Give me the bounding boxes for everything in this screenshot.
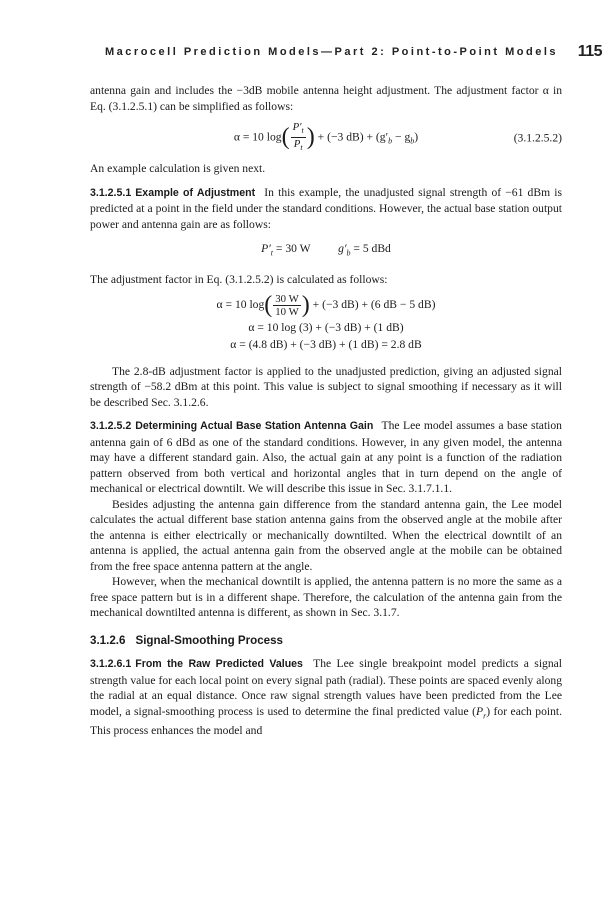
section-title: From the Raw Predicted Values <box>135 658 303 671</box>
page-body <box>90 83 562 739</box>
eq3-rhs: + (−3 dB) + (6 dB − 5 dB) <box>312 297 436 311</box>
eq1-close-paren: ) <box>306 123 315 150</box>
equation-adjustment-calc <box>90 293 562 318</box>
equation-number: (3.1.2.5.2) <box>513 130 562 144</box>
section-3-1-2-5-1 <box>90 185 562 233</box>
adjustment-text: The adjustment factor in Eq. (3.1.2.5.2) is calculated as follows: <box>90 273 388 287</box>
section-number: 3.1.2.5.1 <box>90 186 132 199</box>
section-3-1-2-6-heading <box>90 633 562 649</box>
eq2-power-sub: t <box>270 248 273 258</box>
eq1-open-paren: ( <box>281 123 290 150</box>
pr-symbol-sub: r <box>483 710 487 720</box>
section-3-1-2-6-1 <box>90 656 562 739</box>
section-title: Determining Actual Base Station Antenna Gain <box>135 420 374 433</box>
eq3-lhs: α = 10 log <box>216 297 265 311</box>
section-text: The Lee model assumes a base station antenna gain of 6 dBd as one of the standard conditions. However, in any given model, the antenna may have a different standard gain. Also, the actual gain at any point is a function of the radiation pattern observed from both vertical and horizontal angles that in turn depend on the angle of mechanical or electrical downtilt. We will describe this issue in Sec. 3.1.7.1.1. <box>90 419 562 496</box>
eq1-frac-den: P <box>293 138 301 151</box>
eq1-frac-num-sub: t <box>301 126 304 136</box>
eq2-power-value: = 30 W <box>272 242 311 256</box>
eq1-rhs: + (−3 dB) + (g′ <box>317 130 389 144</box>
page-number: 115 <box>577 43 602 60</box>
eq1-rhs-end: ) <box>414 130 419 144</box>
eq3-open-paren: ( <box>264 291 273 318</box>
eq1-lhs: α = 10 log <box>233 130 282 144</box>
eq3-close-paren: ) <box>301 291 310 318</box>
section-number: 3.1.2.5.2 <box>90 420 132 433</box>
equation-3-1-2-5-2 <box>90 121 562 154</box>
section-number: 3.1.2.6 <box>90 633 126 647</box>
eq3-fraction <box>273 293 301 318</box>
gain-difference-paragraph: Besides adjusting the antenna gain difference from the standard antenna gain, the Lee model calculates the actual different base station antenna gains from the observed angle at the mobile after the antenna is either electrically or mechanically downtilted. When the electrical downtilt of an antenna is applied, the actual antenna gain from the observed angle at the mobile can be obtained from the free space antenna pattern at the angle. <box>90 497 562 573</box>
section-number: 3.1.2.6.1 <box>90 658 132 671</box>
eq2-gain-value: = 5 dBd <box>350 242 391 256</box>
intro-paragraph: antenna gain and includes the −3dB mobile antenna height adjustment. The adjustment factor α in Eq. (3.1.2.5.1) can be simplified as follows: <box>90 84 562 113</box>
equation-step-2: α = 10 log (3) + (−3 dB) + (1 dB) <box>248 320 404 334</box>
eq1-rhs-sub2: b <box>410 136 415 146</box>
adjustment-result-paragraph: The 2.8-dB adjustment factor is applied to the unadjusted prediction, giving an adjusted signal strength of −58.2 dBm at this point. This value is subject to signal smoothing if necessary as it will be described Sec. 3.1.2.6. <box>90 364 562 409</box>
eq1-frac-den-sub: t <box>300 143 303 153</box>
section-text-after: ) for each point. This process enhances the model and <box>90 704 562 738</box>
eq2-power-symbol: P′ <box>261 242 271 256</box>
eq3-frac-den: 10 W <box>275 305 299 318</box>
section-title: Example of Adjustment <box>135 186 256 199</box>
eq2-gain-symbol: g′ <box>338 242 347 256</box>
section-text-before: The Lee single breakpoint model predicts a signal strength value for each local point on every signal path (radial). These points are spaced evenly along the radial at an equal distance. Once raw signal strength values have been predicted from the Lee model, a signal-smoothing process is used to determine the final predicted value ( <box>90 657 563 718</box>
eq1-fraction <box>291 121 306 154</box>
mechanical-downtilt-paragraph: However, when the mechanical downtilt is applied, the antenna pattern is no more the same as a free space pattern but is in a different shape. Therefore, the calculation of the antenna gain from the mechanical downtilted antenna is different, as shown in Sec. 3.1.7. <box>90 575 562 620</box>
eq3-frac-num: 30 W <box>275 292 299 305</box>
equation-step-3: α = (4.8 dB) + (−3 dB) + (1 dB) = 2.8 dB <box>230 338 422 352</box>
eq1-rhs-sub1: b <box>388 136 393 146</box>
running-head: Macrocell Prediction Models—Part 2: Point-to-Point Models <box>105 46 558 58</box>
pr-symbol: P <box>475 704 484 718</box>
eq1-frac-num: P′ <box>292 121 302 133</box>
section-text: In this example, the unadjusted signal strength of −61 dBm is predicted at a point in the field under the standard conditions. However, the actual base station output power and antenna gain are as follows: <box>90 185 562 231</box>
eq2-gain-sub: b <box>346 248 351 258</box>
section-3-1-2-5-2 <box>90 418 562 497</box>
eq1-rhs-mid: − g <box>392 130 411 144</box>
section-title: Signal-Smoothing Process <box>135 633 283 647</box>
example-intro: An example calculation is given next. <box>90 162 266 176</box>
equation-actual-values <box>90 241 562 261</box>
